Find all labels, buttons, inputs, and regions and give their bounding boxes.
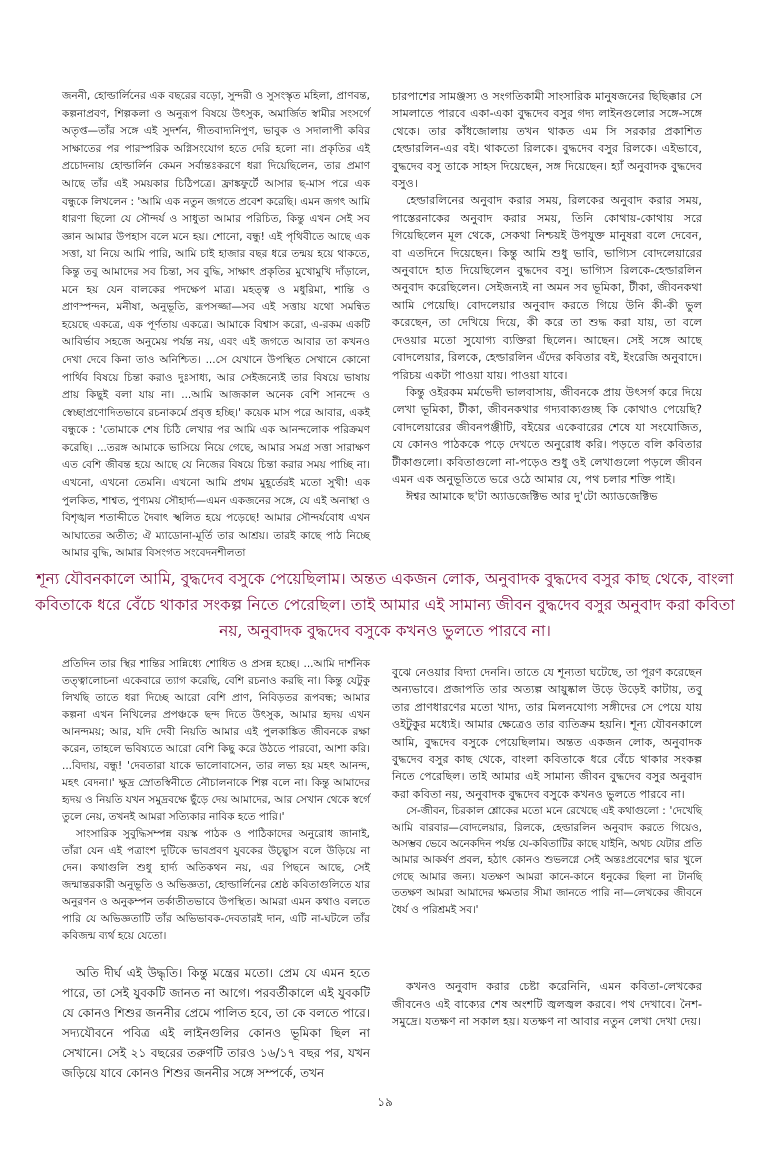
block-quote: সে-জীবন, চিরকাল শ্লোকের মতো মনে রেখেছে এই কথাগুলো : 'দেখেছি আমি বারবার—বোদলেয়ার, রিলকে, হেল্ডারলিন অনুবাদ করতে গিয়েও, অসম্ভব ভেবে অনেকদিন পর্যন্ত যে-কবিতাটির কাছে যাইনি, অথচ যেটার প্রতি আমার আকর্ষণ প্রবল, হঠাৎ কোনও শুভলগ্নে সেই অন্তঃপ্রবেশের দ্বার খুলে গেছে আমার জন্য। যতক্ষণ আমরা কানে-কানে ধনুকের ছিলা না টানছি ততক্ষণ আমরা আমাদের ক্ষমতার সীমা জানতে পারি না—লেখকের জীবনে ধৈর্য ও পরিশ্রমই সব।' <box>392 805 702 916</box>
pull-quote-text: শূন্য যৌবনকালে আমি, বুদ্ধদেব বসুকে পেয়েছিলাম। অন্তত একজন লোক, অনুবাদক বুদ্ধদেব বসুর কাছ থেকে, বাংলা কবিতাকে ধরে বেঁচে থাকার সংকল্প নিতে পেরেছিল। তাই আমার এই সামান্য জীবন বুদ্ধদেব বসুর অনুবাদ করা কবিতা নয়, অনুবাদক বুদ্ধদেব বসুকে কখনও ভুলতে পারবে না। <box>35 570 735 640</box>
paragraph: চারপাশের সামঞ্জস্য ও সংগতিকামী সাংসারিক মানুষজনের ছিছিক্কার সে সামলাতে পারবে একা-একা বুদ্ধদেব বসুর গদ্য লাইনগুলোর সঙ্গে-সঙ্গে থেকে। তার কাঁধজোলায় তখন থাকত এম সি সরকার প্রকাশিত হেল্ডারলিন-এর বই। থাকতো রিলকে। বুদ্ধদেব বসুর রিলকে। এইভাবে, বুদ্ধদেব বসু তাকে সাহস দিয়েছেন, সঙ্গ দিয়েছেন। হ্যাঁ অনুবাদক বুদ্ধদেব বসুও। <box>392 90 702 191</box>
paragraph: কিন্তু ওইরকম মর্মভেদী ভালবাসায়, জীবনকে প্রায় উৎসর্গ করে দিয়ে লেখা ভূমিকা, টীকা, জীবনকথার গদ্যবাক্যগুচ্ছ কি কোথাও পেয়েছি? বোদলেয়ারের জীবনপঞ্জীটি, বইয়ের একেবারের শেষে যা সংযোজিত, যে কোনও পাঠককে পড়ে দেখতে অনুরোধ করি। পড়তে বলি কবিতার টীকাগুলো। কবিতাগুলো না-পড়েও শুধু ওই লেখাগুলো পড়লে জীবন এমন এক অনুভূতিতে ভরে ওঠে আমার যে, পথ চলার শক্তি পাই। <box>392 385 702 486</box>
paragraph: কখনও অনুবাদ করার চেষ্টা করেনিনি, এমন কবিতা-লেখকের জীবনেও এই বাক্যের শেষ অংশটি জ্বলজ্বল করবে। পথ দেখাবে। নৈশ-সমুদ্রে। যতক্ষণ না সকাল হয়। যতক্ষণ না আবার নতুন লেখা দেখা দেয়। <box>392 980 702 1028</box>
paragraph: অতি দীর্ঘ এই উদ্ধৃতি। কিন্তু মন্ত্রের মতো। প্রেম যে এমন হতে পারে, তা সেই যুবকটি জানত না আগে। পরবর্তীকালে এই যুবকটি যে কোনও শিশুর জননীর প্রেমে পালিত হবে, তা কে বলতে পারে। সদ্যযৌবনে পবিত্র এই লাইনগুলির কোনও ভূমিকা ছিল না সেখানে। সেই ২১ বছরের তরুণটি তারও ১৬/১৭ বছর পর, যখন জড়িয়ে যাবে কোনও শিশুর জননীর সঙ্গে সম্পর্কে, তখন <box>62 966 370 1080</box>
paragraph: বুঝে নেওয়ার বিদ্যা দেননি। তাতে যে শূন্যতা ঘটেছে, তা পূরণ করেছেন অন্যভাবে। প্রজাপতি তার অত্যল্প আয়ুষ্কাল উড়ে উড়েই কাটায়, তবু তার প্রাণধারণের মতো খাদ্য, তার মিলনযোগ্য সঙ্গীদের সে পেয়ে যায় ওইটুকুর মধ্যেই। আমার ক্ষেত্রেও তার ব্যতিক্রম হয়নি। শূন্য যৌবনকালে আমি, বুদ্ধদেব বসুকে পেয়েছিলাম। অন্তত একজন লোক, অনুবাদক বুদ্ধদেব বসুর কাছ থেকে, বাংলা কবিতাকে ধরে বেঁচে থাকার সংকল্প নিতে পেরেছিল। তাই আমার এই সামান্য জীবন বুদ্ধদেব বসুর অনুবাদ করা কবিতা নয়, অনুবাদক বুদ্ধদেব বসুকে কখনও ভুলতে পারবে না। <box>392 666 702 801</box>
paragraph: প্রতিদিন তার স্থির শান্তির সান্নিধ্যে শোধিত ও প্রসন্ন হচ্ছে। ...আমি দার্শনিক তত্ত্বালোচনা একেবারে ত্যাগ করেছি, বেশি রচনাও করছি না। কিন্তু যেটুকু লিখছি তাতে ধরা দিচ্ছে আরো বেশি প্রাণ, নিবিড়তর রূপবন্ধ; আমার কল্পনা এখন নিখিলের প্রপঞ্চকে ছন্দ দিতে উৎসুক, আমার হৃদয় এখন আনন্দময়; আর, যদি দেবী নিয়তি আমার এই পুলকাঙ্কিত জীবনকে রক্ষা করেন, তাহলে ভবিষ্যতে আরো বেশি কিছু করে উঠতে পারবো, আশা করি। ...বিদায়, বন্ধু! 'দেবতারা যাকে ভালোবাসেন, তার লভ্য হয় মহৎ আনন্দ, মহৎ বেদনা।' ক্ষুদ্র স্রোতস্বিনীতে নৌচালনাকে শিল্প বলে না। কিন্তু আমাদের হৃদয় ও নিয়তি যখন সমুদ্রবক্ষে ছুঁড়ে দেয় আমাদের, আর সেখান থেকে স্বর্গে তুলে নেয়, তখনই আমরা সত্যিকার নাবিক হতে পারি।' <box>62 658 370 823</box>
paragraph: সাংসারিক সুবুদ্ধিসম্পন্ন বয়স্ক পাঠক ও পাঠিকাদের অনুরোধ জানাই, তাঁরা যেন এই পত্রাংশ দুটিকে ভাবপ্রবণ যুবকের উচ্ছ্বাস বলে উড়িয়ে না দেন। কথাগুলি শুধু হার্দ্য অতিকথন নয়, এর পিছনে আছে, সেই জন্মান্তরকারী অনুভূতি ও অভিজ্ঞতা, হোল্ডার্লিনের শ্রেষ্ঠ কবিতাগুলিতে যার অনুরণন ও অনুকম্পন তর্কাতীতভাবে উপস্থিত। আমরা এমন কথাও বলতে পারি যে অভিজ্ঞতাটি তাঁর অভিভাবক-দেবতারই দান, এটি না-ঘটলে তাঁর কবিজন্ম ব্যর্থ হয়ে যেতো। <box>62 828 370 942</box>
spacer <box>392 918 702 978</box>
spacer <box>62 945 370 963</box>
top-right-column <box>392 88 702 506</box>
pull-quote <box>28 566 742 644</box>
page-number: ১৯ <box>377 1095 393 1109</box>
paragraph: জননী, হোল্ডার্লিনের এক বছরের বড়ো, সুন্দরী ও সুসংস্কৃত মহিলা, প্রাণবন্ত, কল্পনাপ্রবণ, শিল্পকলা ও অনুরূপ বিষয়ে উৎসুক, অমার্জিত স্বামীর সংসর্গে অতৃপ্ত—তাঁর সঙ্গে এই সুদর্শন, গীতবাদ্যনিপুণ, ভাবুক ও সদালাপী কবির সাক্ষাতের পর পারস্পরিক অগ্নিসংযোগ হতে দেরি হলো না। প্রকৃতির এই প্রচোদনায় হোল্ডার্লিন কেমন সর্বান্তঃকরণে ধরা দিয়েছিলেন, তার প্রমাণ আছে তাঁর এই সময়কার চিঠিপত্রে। ফ্রাঙ্কফুর্টে আসার ছ-মাস পরে এক বন্ধুকে লিখলেন : 'আমি এক নতুন জগতে প্রবেশ করেছি। এমন জগৎ আমি ধারণা ছিলো যে সৌন্দর্য ও সাধুতা আমার পরিচিত, কিন্তু এখন সেই সব জ্ঞান আমার উপহাস বলে মনে হয়। শোনো, বন্ধু! এই পৃথিবীতে আছে এক সত্তা, যা নিয়ে আমি পারি, আমি চাই হাজার বছর ধরে তন্ময় হয়ে থাকতে, কিন্তু তবু আমাদের সব চিন্তা, সব বুদ্ধি, সাক্ষাৎ প্রকৃতির মুখোমুখি দাঁড়ালে, মনে হয় যেন বালকের পদক্ষেপ মাত্র। মহত্ত্ব ও মধুরিমা, শান্তি ও প্রাণস্পন্দন, মনীষা, অনুভূতি, রূপসজ্জা—সব এই সত্তায় যথো সমন্বিত হয়েছে একত্রে, এক পূর্ণতায় একত্রে। আমাকে বিশ্বাস করো, এ-রকম একটি আবির্ভাব সহজে অনুমেয় পর্যন্ত নয়, এবং এই জগতে আবার তা কখনও দেখা দেবে কিনা তাও অনিশ্চিত। ...সে যেখানে উপস্থিত সেখানে কোনো পার্থিব বিষয়ে চিন্তা করাও দুঃসাধ্য, আর সেইজন্যেই তার বিষয়ে ভাষায় প্রায় কিছুই বলা যায় না। ...আমি আজকাল অনেক বেশি সানন্দে ও স্বেচ্ছাপ্রণোদিতভাবে রচনাকর্মে প্রবৃত্ত হচ্ছি।' কয়েক মাস পরে আবার, একই বন্ধুকে : 'তোমাকে শেষ চিঠি লেখার পর আমি এক আনন্দলোক পরিক্রমণ করেছি। ...তরঙ্গ আমাকে ভাসিয়ে নিয়ে গেছে, আমার সমগ্র সত্তা সারাক্ষণ এত বেশি জীবন্ত হয়ে আছে যে নিজের বিষয়ে চিন্তা করার সময় পাচ্ছি না। এখনো, এখনো তেমনি। এখনো আমি প্রথম মুহূর্তেরই মতো সুখী! এক পুলকিত, শাশ্বত, পুণ্যময় সৌহার্দ্য—এমন একজনের সঙ্গে, যে এই অনাস্থা ও বিশৃঙ্খল শতাব্দীতে দৈবাৎ স্খলিত হয়ে পড়েছে! আমার সৌন্দর্যবোধ এখন আঘাতের অতীত; ঐ ম্যাডোনা-মূর্তি তার আশ্রয়। তারই কাছে পাঠ নিচ্ছে আমার বুদ্ধি, আমার বিসংগত সংবেদনশীলতা <box>62 90 370 560</box>
paragraph: ঈশ্বর আমাকে ছ'টা অ্যাডজেক্টিভ আর দু'টো অ্যাডজেক্টিভ <box>406 490 658 504</box>
paragraph: হেল্ডারলিনের অনুবাদ করার সময়, রিলকের অনুবাদ করার সময়, পাস্তেরনাকের অনুবাদ করার সময়, তিনি কোথায়-কোথায় সরে গিয়েছিলেন মূল থেকে, সেকথা নিশ্চয়ই উপযুক্ত মানুষরা বলে দেবেন, বা এতদিনে দিয়েছেন। কিন্তু আমি শুধু ভাবি, ভাগ্যিস বোদলেয়ারের অনুবাদে হাত দিয়েছিলেন বুদ্ধদেব বসু। ভাগ্যিস রিলকে-হেল্ডারলিন অনুবাদ করেছিলেন। সেইজন্যই না অমন সব ভূমিকা, টীকা, জীবনকথা আমি পেয়েছি। বোদলেয়ার অনুবাদ করতে গিয়ে উনি কী-কী ভুল করেছেন, তা দেখিয়ে দিয়ে, কী করে তা শুদ্ধ করা যায়, তা বলে দেওয়ার মতো সুযোগ্য ব্যক্তিরা ছিলেন। আছেন। সেই সঙ্গে আছে বোদলেয়ার, রিলকে, হেল্ডারলিন এঁদের কবিতার বই, ইংরেজি অনুবাদে। পরিচয় একটা পাওয়া যায়। পাওয়া যাবে। <box>392 194 702 382</box>
bottom-right-column <box>392 664 702 1030</box>
top-left-column <box>62 88 370 563</box>
bottom-left-column <box>62 656 370 1083</box>
